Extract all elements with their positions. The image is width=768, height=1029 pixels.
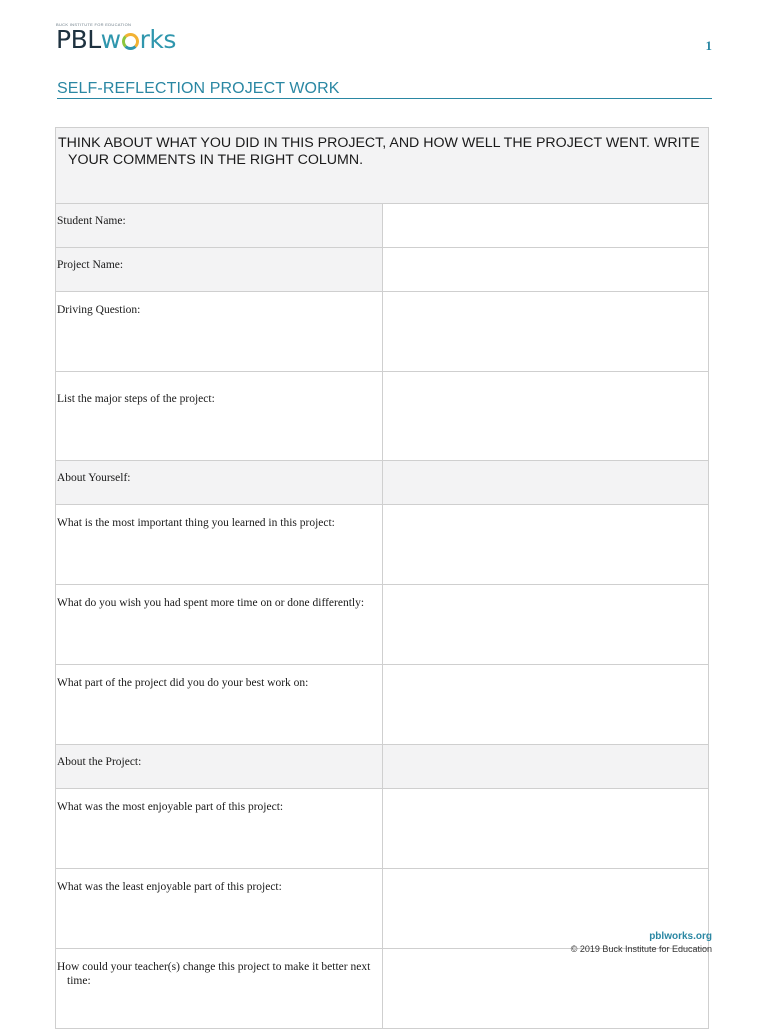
logo-tagline: BUCK INSTITUTE FOR EDUCATION <box>56 22 132 27</box>
instructions-text: THINK ABOUT WHAT YOU DID IN THIS PROJECT, AND HOW WELL THE PROJECT WENT. WRITE YOUR COMMENTS IN THE RIGHT COLUMN. <box>58 135 700 168</box>
form-row-important-learning <box>56 505 709 585</box>
form-label: What is the most important thing you learned in this project: <box>57 517 335 529</box>
section-row-about-yourself <box>56 461 709 505</box>
section-label-cell <box>56 461 383 505</box>
form-label-cell <box>56 949 383 1029</box>
page-number: 1 <box>705 38 712 53</box>
form-label-cell <box>56 372 383 461</box>
footer-copyright: © 2019 Buck Institute for Education <box>570 944 712 954</box>
logo-wordmark <box>56 25 176 55</box>
section-label-cell <box>56 745 383 789</box>
best-work-answer-field[interactable] <box>382 665 709 745</box>
important-learning-answer-field[interactable] <box>382 505 709 585</box>
driving-question-answer-field[interactable] <box>382 292 709 372</box>
form-label: What was the most enjoyable part of this project: <box>57 801 284 813</box>
instructions-row <box>56 128 709 204</box>
form-label: What do you wish you had spent more time on or done differently: <box>57 597 365 609</box>
form-label: List the major steps of the project: <box>57 393 215 405</box>
logo-ring-icon <box>122 33 139 50</box>
document-title: SELF-REFLECTION PROJECT WORK <box>57 79 712 99</box>
form-label: Project Name: <box>57 259 124 271</box>
section-label: About Yourself: <box>57 472 131 484</box>
form-label-cell <box>56 789 383 869</box>
form-row-project-name <box>56 248 709 292</box>
form-label: What was the least enjoyable part of this project: <box>57 881 282 893</box>
wish-more-time-answer-field[interactable] <box>382 585 709 665</box>
logo-w-text: w <box>100 25 121 54</box>
student-name-answer-field[interactable] <box>382 204 709 248</box>
form-row-most-enjoyable <box>56 789 709 869</box>
form-row-student-name <box>56 204 709 248</box>
most-enjoyable-answer-field[interactable] <box>382 789 709 869</box>
form-label-cell <box>56 204 383 248</box>
page-footer <box>571 931 712 956</box>
form-row-driving-question <box>56 292 709 372</box>
form-label-cell <box>56 869 383 949</box>
logo-pbl-text: PBL <box>56 25 101 54</box>
section-label: About the Project: <box>57 756 142 768</box>
form-label-cell <box>56 665 383 745</box>
teacher-change-answer-field[interactable] <box>382 949 709 1029</box>
reflection-form-table <box>55 127 709 1029</box>
section-blank-cell <box>382 461 709 505</box>
section-blank-cell <box>382 745 709 789</box>
pblworks-logo <box>56 22 196 58</box>
form-row-wish-more-time <box>56 585 709 665</box>
form-label: Driving Question: <box>57 304 141 316</box>
section-row-about-project <box>56 745 709 789</box>
instructions-cell <box>56 128 709 204</box>
footer-website-link[interactable]: pblworks.org <box>649 931 712 942</box>
form-label-cell <box>56 505 383 585</box>
project-name-answer-field[interactable] <box>382 248 709 292</box>
form-row-best-work <box>56 665 709 745</box>
form-label-cell <box>56 292 383 372</box>
logo-rks-text: rks <box>139 25 176 54</box>
form-row-teacher-change <box>56 949 709 1029</box>
form-label-cell <box>56 585 383 665</box>
form-label: What part of the project did you do your best work on: <box>57 677 309 689</box>
form-label: Student Name: <box>57 215 126 227</box>
form-label: How could your teacher(s) change this project to make it better next time: <box>57 961 371 987</box>
major-steps-answer-field[interactable] <box>382 372 709 461</box>
form-label-cell <box>56 248 383 292</box>
form-row-major-steps <box>56 372 709 461</box>
